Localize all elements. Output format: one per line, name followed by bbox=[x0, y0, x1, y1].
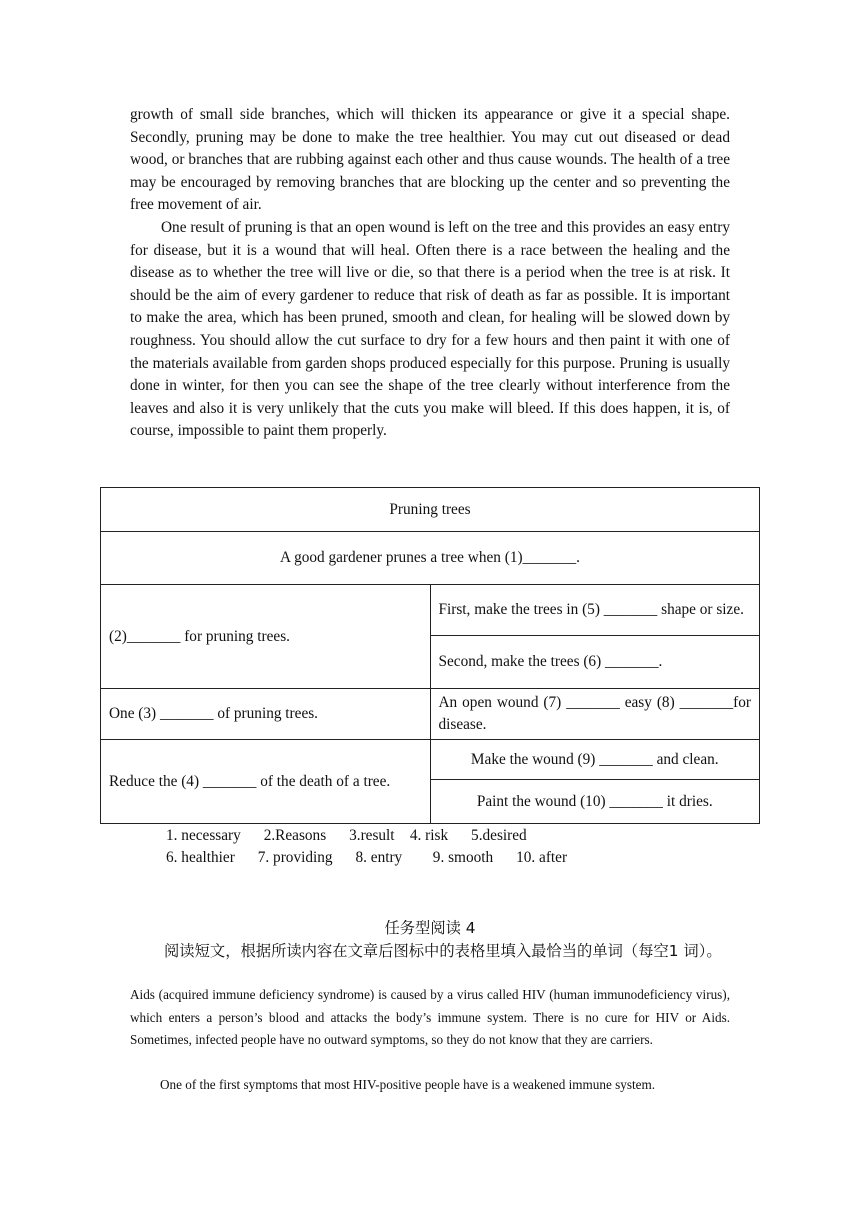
table-row bbox=[101, 740, 760, 780]
table-cell-q1: A good gardener prunes a tree when (1)_______. bbox=[101, 532, 760, 585]
reading-paragraph-2: One of the first symptoms that most HIV-positive people have is a weakened immune system. bbox=[160, 1077, 656, 1092]
word-options-line-1: 1. necessary 2.Reasons 3.result 4. risk 5.desired bbox=[166, 827, 527, 844]
table-cell-q2: (2)_______ for pruning trees. bbox=[101, 585, 431, 689]
section-instruction: 阅读短文，根据所读内容在文章后图标中的表格里填入最恰当的单词（每空1 词）。 bbox=[164, 942, 722, 960]
word-options-line-2: 6. healthier 7. providing 8. entry 9. smooth 10. after bbox=[166, 849, 568, 866]
table-row bbox=[101, 585, 760, 636]
table-row bbox=[101, 532, 760, 585]
table-title-cell: Pruning trees bbox=[101, 488, 760, 532]
section-title: 任务型阅读 4 bbox=[384, 919, 476, 937]
table-cell-q5: First, make the trees in (5) _______ shape or size. bbox=[430, 585, 760, 636]
table-cell-q4: Reduce the (4) _______ of the death of a tree. bbox=[101, 740, 431, 824]
passage-paragraph-2: One result of pruning is that an open wound is left on the tree and this provides an easy entry for disease, but it is a wound that will heal. Often there is a race between the healing and the disease as to whether the tree will live or die, so that there is a period when the tree is at risk. It should be the aim of every gardener to reduce that risk of death as far as possible. It is important to make the area, which has been pruned, smooth and clean, for healing will be slowed down by roughness. You should allow the cut surface to dry for a few hours and then paint it with one of the materials available from garden shops produced especially for this purpose. Pruning is usually done in winter, for then you can see the shape of the tree clearly without interference from the leaves and also it is very unlikely that the cuts you make will bleed. If this does happen, it is, of course, impossible to paint them properly. bbox=[130, 219, 730, 440]
table-cell-q6: Second, make the trees (6) _______. bbox=[430, 636, 760, 689]
table-cell-q10: Paint the wound (10) _______ it dries. bbox=[430, 780, 760, 824]
table-cell-q3: One (3) _______ of pruning trees. bbox=[101, 689, 431, 740]
table-row bbox=[101, 689, 760, 740]
table-cell-q7-q8: An open wound (7) _______ easy (8) _______for disease. bbox=[430, 689, 760, 740]
table-row bbox=[101, 488, 760, 532]
reading-paragraph-1: Aids (acquired immune deficiency syndrome) is caused by a virus called HIV (human immunodeficiency virus), which enters a person’s blood and attacks the body’s immune system. There is no cure for HIV or Aids. Sometimes, infected people have no outward symptoms, so they do not know that they are carriers. bbox=[130, 987, 730, 1047]
pruning-table bbox=[100, 487, 760, 824]
passage-paragraph-1: growth of small side branches, which will thicken its appearance or give it a special shape. Secondly, pruning may be done to make the tree healthier. You may cut out diseased or dead wood, or branches that are rubbing against each other and thus cause wounds. The health of a tree may be encouraged by removing branches that are blocking up the center and so preventing the free movement of air. bbox=[130, 106, 730, 214]
table-cell-q9: Make the wound (9) _______ and clean. bbox=[430, 740, 760, 780]
